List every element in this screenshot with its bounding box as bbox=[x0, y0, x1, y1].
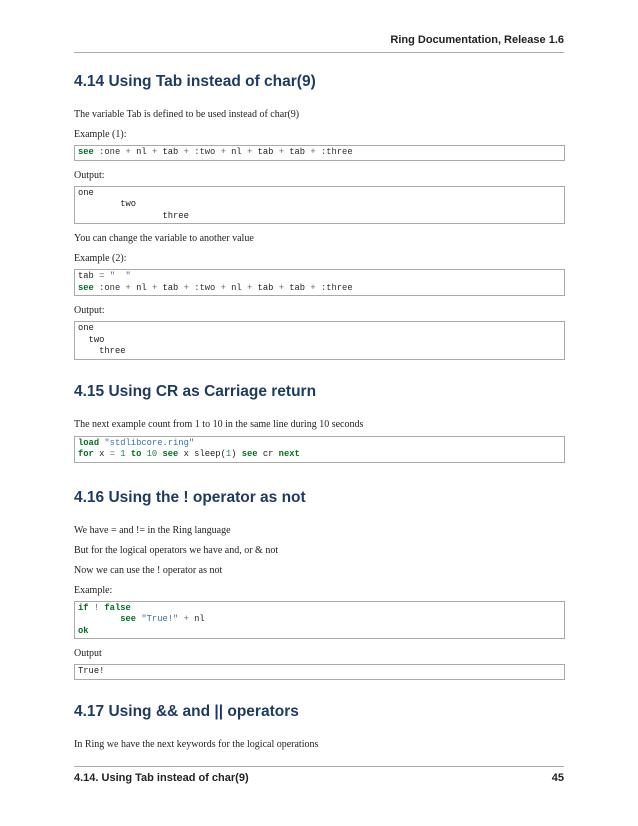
section-title-4-14: 4.14 Using Tab instead of char(9) bbox=[74, 73, 316, 90]
output-line: one bbox=[78, 323, 94, 333]
running-header: Ring Documentation, Release 1.6 bbox=[390, 34, 564, 46]
example-label: Example (1): bbox=[74, 129, 127, 140]
code-block-example-1: see :one + nl + tab + :two + nl + tab + tab + :three bbox=[74, 145, 565, 161]
paragraph: The variable Tab is defined to be used instead of char(9) bbox=[74, 109, 300, 120]
footer-section-title: 4.14. Using Tab instead of char(9) bbox=[74, 772, 249, 784]
paragraph: In Ring we have the next keywords for the logical operations bbox=[74, 738, 319, 750]
section-title-4-15: 4.15 Using CR as Carriage return bbox=[74, 382, 317, 400]
output-line: one bbox=[78, 187, 94, 198]
section-title-4-16: 4.16 Using the ! operator as not bbox=[74, 488, 306, 506]
page-number: 45 bbox=[551, 772, 564, 784]
output-block-2 bbox=[74, 321, 565, 360]
paragraph: But for the logical operators we have and, or & not bbox=[74, 544, 279, 556]
page-content bbox=[74, 72, 565, 751]
section-title-4-17: 4.17 Using && and || operators bbox=[74, 702, 299, 720]
output-label: Output: bbox=[74, 305, 105, 316]
code-block-example-2: tab = " " see :one + nl + tab + :two + nl + tab + tab + :three bbox=[74, 269, 565, 296]
footer-divider bbox=[74, 766, 564, 767]
example-label: Example (2): bbox=[74, 253, 127, 264]
running-footer bbox=[74, 772, 564, 784]
code-block-not-operator: if ! false see "True!" + nl ok bbox=[74, 601, 565, 640]
paragraph: Now we can use the ! operator as not bbox=[74, 564, 223, 576]
output-line: three bbox=[78, 346, 126, 356]
output-line: two bbox=[78, 334, 105, 345]
example-label: Example: bbox=[74, 584, 113, 596]
output-line: True! bbox=[78, 666, 105, 676]
paragraph: The next example count from 1 to 10 in the same line during 10 seconds bbox=[74, 418, 364, 430]
output-label: Output bbox=[74, 648, 102, 659]
paragraph: You can change the variable to another value bbox=[74, 233, 254, 244]
paragraph: We have = and != in the Ring language bbox=[74, 524, 231, 536]
output-block-1 bbox=[74, 186, 565, 225]
output-block-3 bbox=[74, 664, 565, 680]
output-line: two bbox=[78, 199, 137, 209]
output-label: Output: bbox=[74, 169, 105, 181]
output-line: three bbox=[78, 210, 189, 221]
header-divider bbox=[74, 52, 564, 53]
code-block-cr: load "stdlibcore.ring" for x = 1 to 10 see x sleep(1) see cr next bbox=[74, 436, 565, 463]
